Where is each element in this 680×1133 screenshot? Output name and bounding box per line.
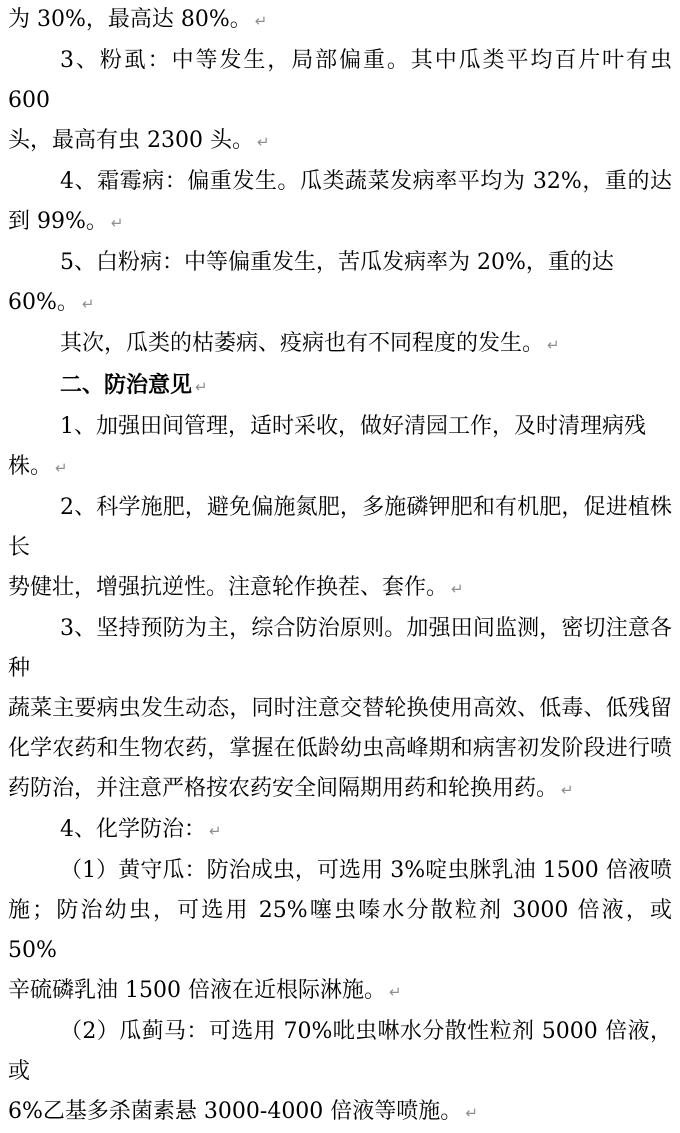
paragraph <box>8 0 672 41</box>
paragraph <box>8 324 672 365</box>
paragraph-mark-icon: ↵ <box>195 378 208 396</box>
text-line: 蔬菜主要病虫发生动态，同时注意交替轮换使用高效、低毒、低残留 <box>8 696 672 721</box>
paragraph-mark-icon: ↵ <box>256 133 270 151</box>
paragraph-mark-icon: ↵ <box>209 822 222 840</box>
text-line: 为 30%，最高达 80%。 ↵ <box>8 0 672 41</box>
text-line: 4、霜霉病：偏重发生。瓜类蔬菜发病率平均为 32%，重的达 <box>60 169 672 194</box>
paragraph <box>8 851 672 1012</box>
text-line: 4、化学防治： ↵ <box>8 810 672 851</box>
text-line: 药防治，并注意严格按农药安全间隔期用药和轮换用药。 ↵ <box>8 769 672 810</box>
text-line: 5、白粉病：中等偏重发生，苦瓜发病率为 20%，重的达 60%。 ↵ <box>8 243 672 324</box>
text-line: 3、坚持预防为主，综合防治原则。加强田间监测，密切注意各种 <box>8 616 672 681</box>
text-line: （2）瓜蓟马：可选用 70%吡虫啉水分散性粒剂 5000 倍液，或 <box>8 1019 672 1084</box>
section-heading <box>8 365 672 407</box>
text-line: 1、加强田间管理，适时采收，做好清园工作，及时清理病残株。 ↵ <box>8 407 672 488</box>
paragraph <box>8 810 672 851</box>
paragraph <box>8 488 672 609</box>
text-line: 化学农药和生物农药，掌握在低龄幼虫高峰期和病害初发阶段进行喷 <box>8 736 672 761</box>
paragraph-mark-icon: ↵ <box>547 336 560 354</box>
paragraph <box>8 243 672 324</box>
text-line: 到 99%。 ↵ <box>8 202 672 243</box>
text-line: 头，最高有虫 2300 头。 ↵ <box>8 121 672 162</box>
text-line: 其次，瓜类的枯萎病、疫病也有不同程度的发生。 ↵ <box>8 324 672 365</box>
paragraph <box>8 1012 672 1133</box>
paragraph <box>8 609 672 810</box>
text-line: 6%乙基多杀菌素悬 3000-4000 倍液等喷施。 ↵ <box>8 1092 672 1133</box>
text-line: 2、科学施肥，避免偏施氮肥，多施磷钾肥和有机肥，促进植株长 <box>8 495 672 560</box>
paragraph-mark-icon: ↵ <box>451 580 464 598</box>
paragraph-mark-icon: ↵ <box>254 12 268 30</box>
text-line: 施；防治幼虫，可选用 25%噻虫嗪水分散粒剂 3000 倍液，或 50% <box>8 898 672 963</box>
paragraph-mark-icon: ↵ <box>388 983 402 1001</box>
paragraph-mark-icon: ↵ <box>55 459 68 477</box>
paragraph-mark-icon: ↵ <box>110 214 124 232</box>
paragraph <box>8 407 672 488</box>
paragraph <box>8 162 672 243</box>
paragraph-mark-icon: ↵ <box>561 781 574 799</box>
text-line: 辛硫磷乳油 1500 倍液在近根际淋施。 ↵ <box>8 971 672 1012</box>
text-line: 3、粉虱：中等发生，局部偏重。其中瓜类平均百片叶有虫 600 <box>8 48 672 113</box>
text-line: （1）黄守瓜：防治成虫，可选用 3%啶虫脒乳油 1500 倍液喷 <box>60 858 672 883</box>
text-line: 势健壮，增强抗逆性。注意轮作换茬、套作。 ↵ <box>8 568 672 609</box>
text-line: 二、防治意见 ↵ <box>8 365 672 407</box>
paragraph-mark-icon: ↵ <box>81 295 95 313</box>
paragraph-mark-icon: ↵ <box>465 1104 478 1122</box>
paragraph <box>8 41 672 162</box>
